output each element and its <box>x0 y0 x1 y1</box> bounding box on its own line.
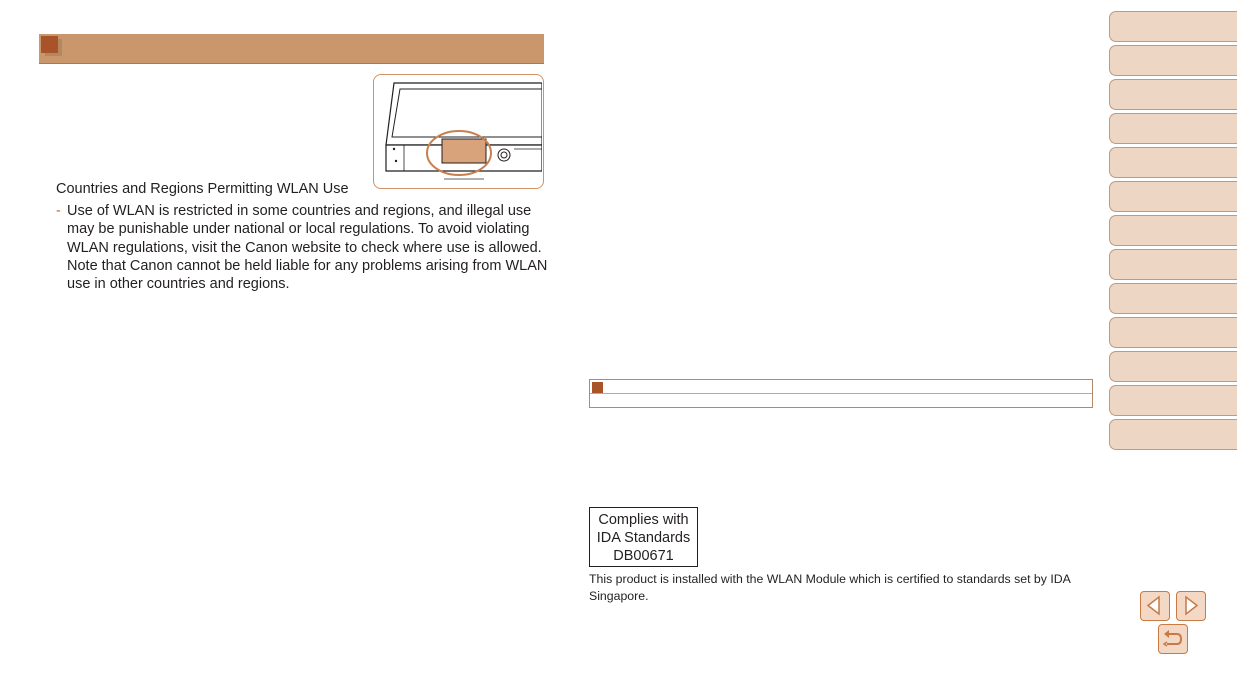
next-page-button[interactable] <box>1176 591 1206 621</box>
chapter-tab[interactable] <box>1109 351 1237 382</box>
return-arrow-icon <box>1159 625 1186 652</box>
ida-section-header-bar <box>589 379 1093 408</box>
ida-box-line-1: Complies with <box>598 512 689 528</box>
list-dash: - <box>56 203 61 219</box>
chapter-tab[interactable] <box>1109 79 1237 110</box>
chapter-tab[interactable] <box>1109 419 1237 450</box>
ida-box-line-3: DB00671 <box>613 548 674 564</box>
triangle-left-icon <box>1141 592 1168 619</box>
ida-certification-note: This product is installed with the WLAN Module which is certified to standards set by IDA Singapore. <box>589 572 1071 603</box>
section-marker <box>41 36 58 53</box>
chapter-tab[interactable] <box>1109 385 1237 416</box>
chapter-tab[interactable] <box>1109 113 1237 144</box>
chapter-tab[interactable] <box>1109 215 1237 246</box>
return-button[interactable] <box>1158 624 1188 654</box>
ida-section-divider <box>590 393 1092 394</box>
ida-compliance-label <box>589 507 698 567</box>
triangle-right-icon <box>1177 592 1204 619</box>
chapter-tab[interactable] <box>1109 147 1237 178</box>
wlan-countries-heading: Countries and Regions Permitting WLAN Use <box>56 181 349 197</box>
liability-note: Note that Canon cannot be held liable for any problems arising from WLAN use in other countries and regions. <box>67 257 548 293</box>
restriction-text: Use of WLAN is restricted in some countries and regions, and illegal use may be punishable under national or local regulations. To avoid violating WLAN regulations, visit the Canon website to check where use is allowed. <box>67 203 542 256</box>
ida-box-line-2: IDA Standards <box>596 530 691 546</box>
chapter-tab[interactable] <box>1109 45 1237 76</box>
list-item <box>56 202 551 293</box>
camera-illustration <box>373 74 544 189</box>
chapter-tab[interactable] <box>1109 11 1237 42</box>
chapter-tab[interactable] <box>1109 283 1237 314</box>
chapter-tab[interactable] <box>1109 249 1237 280</box>
camera-drawing <box>374 75 542 187</box>
chapter-tab[interactable] <box>1109 317 1237 348</box>
section-header-bar <box>39 34 544 64</box>
chapter-tab[interactable] <box>1109 181 1237 212</box>
previous-page-button[interactable] <box>1140 591 1170 621</box>
ida-section-marker <box>592 382 603 393</box>
wlan-restriction-list <box>56 202 551 293</box>
